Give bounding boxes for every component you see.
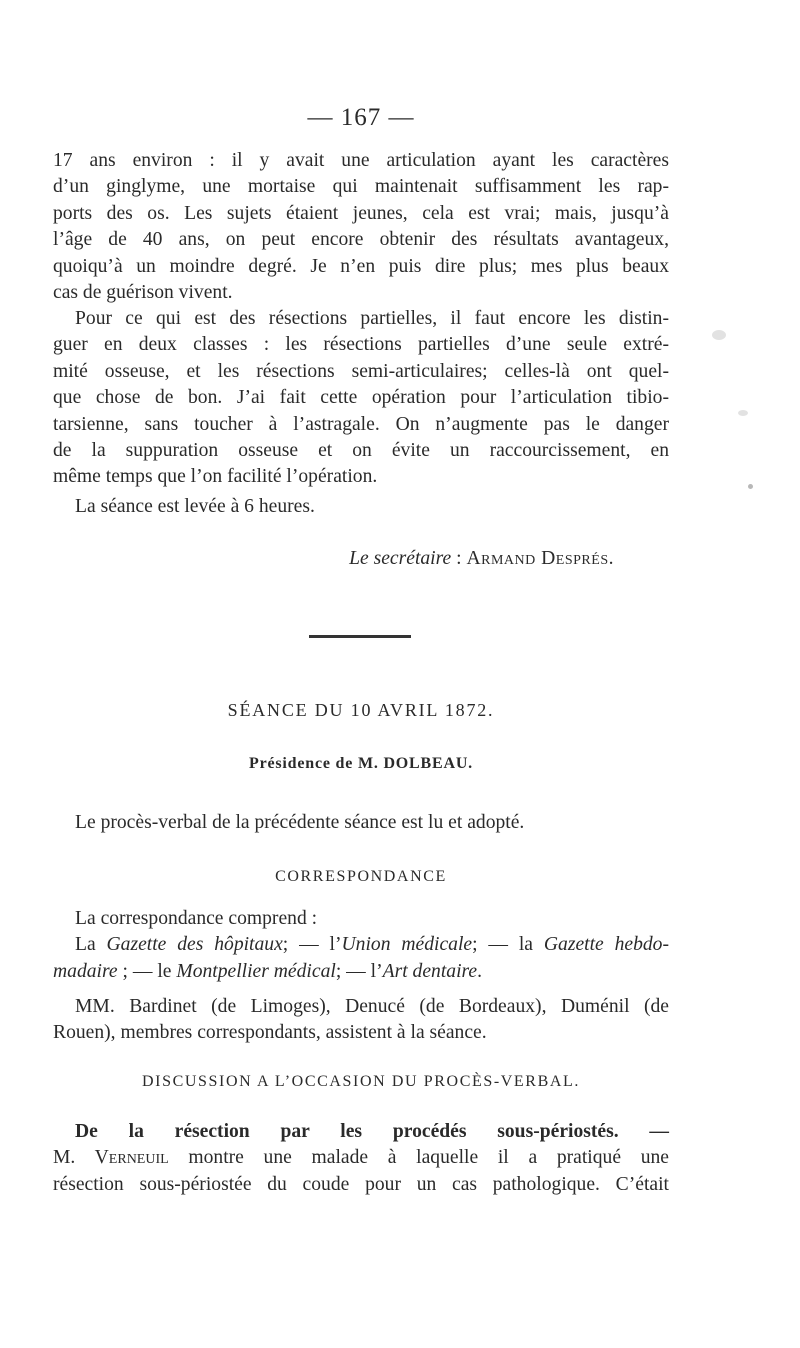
text-line: 17 ans environ : il y avait une articulation ayant les caractères [53, 150, 669, 171]
correspondence-heading: CORRESPONDANCE [275, 868, 447, 885]
text-fragment: ; — l’ [335, 960, 383, 982]
text-line: de la suppuration osseuse et on évite un raccourcissement, en [53, 440, 669, 462]
speaker-name: M. Verneuil [53, 1147, 169, 1169]
closing-statement [53, 494, 669, 520]
members-paragraph [53, 994, 669, 1047]
signature-name: Armand Després. [466, 548, 614, 569]
text-line: MM. Bardinet (de Limoges), Denucé (de Bordeaux), Duménil (de [75, 996, 669, 1017]
paper-speck [748, 484, 753, 489]
text-fragment: montre une malade à laquelle il a pratiqué une [168, 1147, 669, 1169]
journal-title: Gazette des hôpitaux [106, 934, 283, 956]
signature-separator: : [451, 548, 467, 569]
paper-speck [712, 330, 726, 340]
journal-title: Art dentaire [382, 960, 478, 982]
page-number: — 167 — [307, 104, 415, 131]
text-line: Rouen), membres correspondants, assistent à la séance. [53, 1022, 487, 1044]
signature-label: Le secrétaire [349, 548, 452, 569]
discussion-heading: DISCUSSION A L’OCCASION DU PROCÈS-VERBAL. [142, 1073, 580, 1090]
text-fragment: . [477, 960, 483, 982]
text-fragment: ; — la [472, 934, 544, 956]
text-line [53, 1145, 669, 1171]
presidency-line: Présidence de M. DOLBEAU. [249, 755, 473, 772]
paragraph-resections-results [53, 148, 669, 306]
text-line: ports des os. Les sujets étaient jeunes, cela est vrai; mais, jusqu’à [53, 202, 669, 224]
text-line: résection sous-périostée du coude pour un cas pathologique. C’était [53, 1173, 669, 1195]
journal-title: Gazette hebdo- [543, 934, 669, 956]
text-fragment: ; — l’ [282, 934, 342, 956]
text-line: tarsienne, sans toucher à l’astragale. On n’augmente pas le danger [53, 413, 669, 435]
discussion-title: De la résection par les procédés sous-périostés. [75, 1121, 619, 1142]
title-dash: — [618, 1121, 669, 1142]
correspondence-paragraph [53, 906, 669, 985]
journal-title: madaire [53, 960, 118, 982]
text-line: même temps que l’on facilité l’opération. [53, 466, 378, 488]
journal-title: Montpellier médical [176, 960, 336, 982]
text-line: que chose de bon. J’ai fait cette opération pour l’articulation tibio- [53, 387, 669, 409]
paper-speck [738, 410, 748, 416]
text-line: Pour ce qui est des résections partielles, il faut encore les distin- [75, 308, 669, 329]
secretary-signature [0, 548, 614, 570]
section-divider [309, 635, 411, 638]
text-fragment: ; — le [117, 960, 177, 982]
text-line: La séance est levée à 6 heures. [75, 496, 315, 517]
minutes-statement: Le procès-verbal de la précédente séance est lu et adopté. [75, 812, 525, 833]
text-line [53, 932, 669, 958]
text-line: l’âge de 40 ans, on peut encore obtenir des résultats avantageux, [53, 229, 669, 251]
text-line: quoiqu’à un moindre degré. Je n’en puis dire plus; mes plus beaux [53, 255, 669, 277]
paragraph-partial-resections [53, 306, 669, 491]
text-line: mité osseuse, et les résections semi-articulaires; celles-là ont quel- [53, 360, 669, 382]
text-line: guer en deux classes : les résections partielles d’une seule extré- [53, 334, 669, 356]
text-line: d’un ginglyme, une mortaise qui maintenait suffisamment les rap- [53, 176, 669, 198]
text-line [53, 959, 669, 985]
session-title: SÉANCE DU 10 AVRIL 1872. [227, 700, 495, 720]
journal-title: Union médicale [341, 934, 473, 956]
text-line: La correspondance comprend : [75, 908, 318, 929]
text-fragment: La [75, 934, 107, 956]
text-line: cas de guérison vivent. [53, 282, 233, 304]
discussion-paragraph [53, 1119, 669, 1198]
text-line [53, 1119, 669, 1145]
